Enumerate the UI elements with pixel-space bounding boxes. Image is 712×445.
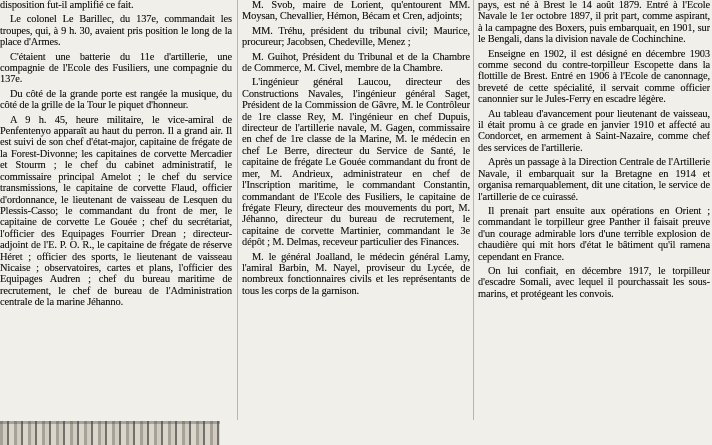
paragraph: M. Guihot, Président du Tribunal et de la Chambre de Commerce, M. Civel, membre de la Chambre. [242, 51, 470, 75]
paragraph: Il prenait part ensuite aux opérations en Orient ; commandant le torpilleur gree Panther il faisait preuve d'un courage admirable lors d'une terrible explosion de chaudière qui mit hors d'état le bâtiment qu'il ramena cependant en France. [478, 205, 710, 263]
column-left [0, 0, 232, 445]
paragraph: On lui confiait, en décembre 1917, le torpilleur d'escadre Somali, avec lequel il pourchassait les sous-marins, et protégeant les convois. [478, 265, 710, 300]
paragraph: pays, est né à Brest le 14 août 1879. Entré à l'Ecole Navale le 1er octobre 1897, il prit part, comme aspirant, à la campagne des Boxers, puis embarquait, en 1901, sur le Bengali, dans la division navale de Cochinchine. [478, 0, 710, 46]
paragraph: C'étaient une batterie du 11e d'artillerie, une compagnie de l'Ecole des Fusiliers, une compagnie du 137e. [0, 51, 232, 86]
paragraph: Le colonel Le Barillec, du 137e, commandait les troupes, qui, à 9 h. 30, avaient pris position le long de la place d'Armes. [0, 14, 232, 49]
paragraph: Du côté de la grande porte est rangée la musique, du côté de la grille de la Tour le piquet d'honneur. [0, 88, 232, 112]
paragraph: Après un passage à la Direction Centrale de l'Artillerie Navale, il embarquait sur la Bretagne en 1914 et organisa remarquablement, dit une citation, le service de l'artillerie de ce cuirassé. [478, 157, 710, 203]
paragraph: Au tableau d'avancement pour lieutenant de vaisseau, il était promu à ce grade en janvier 1910 et affecté au Condorcet, en armement à Saint-Nazaire, comme chef des services de l'artillerie. [478, 108, 710, 154]
column-divider [473, 0, 474, 420]
paragraph: disposition fut-il amplifié ce fait. [0, 0, 134, 11]
column-middle [242, 0, 470, 445]
paragraph: L'ingénieur général Laucou, directeur des Constructions Navales, l'ingénieur général Saget, Président de la Commission de Gâvre, M. le Contrôleur de 1re classe Rey, M. l'ingénieur en chef Dupuis, directeur de l'artillerie navale, M. Gagen, commissaire en chef de 1re classe de la Marine, M. le médecin en chef Le Berre, directeur du Service de Santé, le capitaine de frégate Le Gouée commandant du front de mer, M. Andrieux, administrateur en chef de l'Inscription maritime, le commandant Constantin, commandant de l'Ecole des Fusiliers, le capitaine de frégate Fleury, directeur des mouvements du port, M. Jéhanno, directeur du bureau de recrutement, le capitaine de corvette Martinier, commandant le 3e dépôt ; M. Delmas, receveur particulier des Finances. [242, 77, 470, 249]
paragraph: M. le général Joalland, le médecin général Lamy, l'amiral Barbin, M. Nayel, proviseur du Lycée, de nombreux fonctionnaires civils et les représentants de tous les corps de la garnison. [242, 251, 470, 297]
paragraph: M. Svob, maire de Lorient, qu'entourent MM. Moysan, Chevallier, Hémon, Bécam et Cren, adjoints; [242, 0, 470, 23]
paragraph: A 9 h. 45, heure militaire, le vice-amiral de Penfentenyo apparaît au haut du perron. Il a grand air. Il est suivi de son chef d'état-major, capitaine de frégate de la Forest-Divonne; les capitaines de corvette Mercadier et Stourm ; le chef du cabinet administratif, le commissaire principal Amelot ; le chef du service transmissions, le capitaine de corvette Flaud, officier d'ordonnance, le lieutenant de vaisseau de Lesquen du Plessis-Casso; le commandant du front de mer, le capitaine de corvette Le Gouée ; chef du secrétariat, l'officier des Equipages Fourrier Drean ; directeur-adjoint de l'E. P. O. R., le capitaine de frégate de réserve Héret ; officier des sports, le lieutenant de vaisseau Nicaise ; observatoires, cartes et plans, l'officier des Equipages Audren ; chef du bureau maritime de recrutement, le chef de bureau de l'Administration centrale de la marine Jéhanno. [0, 114, 232, 309]
column-divider [237, 0, 238, 420]
paragraph: MM. Tréhu, président du tribunal civil; Maurice, procureur; Jacobsen, Chedeville, Menez ; [242, 25, 470, 49]
paragraph: Enseigne en 1902, il est désigné en décembre 1903 comme second du contre-torpilleur Escopette dans la flottille de Brest. Entré en 1906 à l'Ecole de canonnage, breveté de cette spécialité, il servait comme officier canonnier sur le Jules-Ferry en escadre légère. [478, 48, 710, 106]
photo-fragment [0, 421, 220, 445]
column-right [478, 0, 710, 445]
